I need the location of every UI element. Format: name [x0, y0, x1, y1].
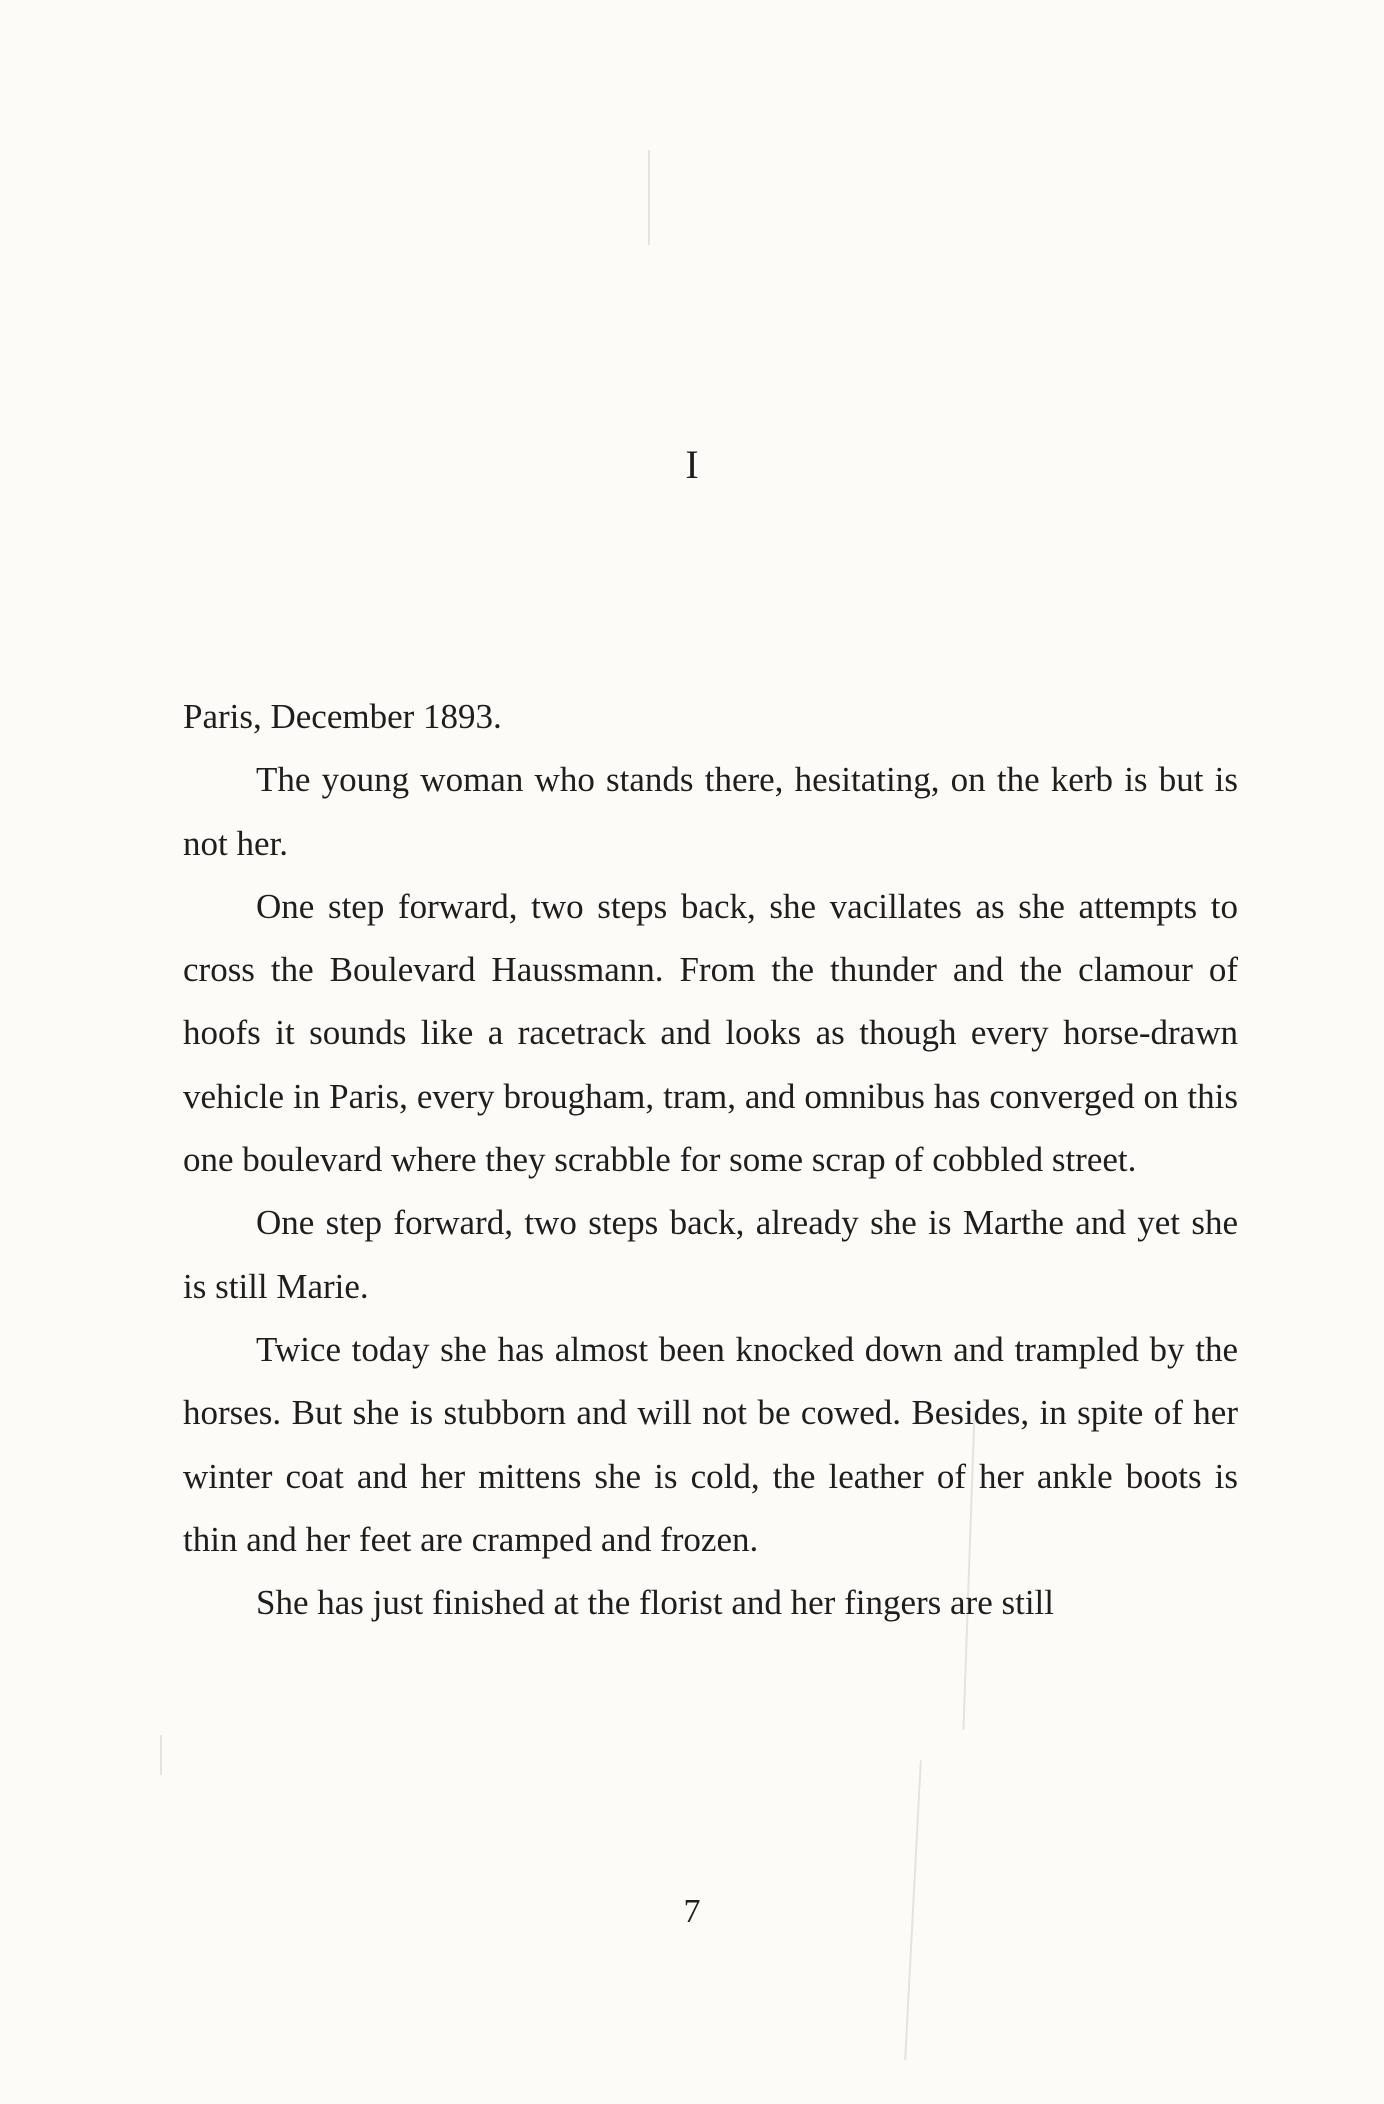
scan-streak [160, 1735, 162, 1775]
paragraph: Twice today she has almost been knocked down and trampled by the horses. But she is stubborn and will not be cowed. Besides, in spite of her winter coat and her mittens she is cold, the leather of her ankle boots is thin and her feet are cramped and frozen. [183, 1329, 1238, 1559]
paragraph: She has just finished at the florist and her fingers are still [256, 1583, 1055, 1623]
paragraph: One step forward, two steps back, she vacillates as she attempts to cross the Boulevard Haussmann. From the thunder and the clamour of hoofs it sounds like a racetrack and looks as though every horse-drawn vehicle in Paris, every brougham, tram, and omnibus has converged on this one boulevard where they scrabble for some scrap of cobbled street. [183, 886, 1238, 1180]
paragraph-dateline: Paris, December 1893. [183, 697, 502, 736]
page-number: 7 [683, 1893, 701, 1930]
paragraph: One step forward, two steps back, already she is Marthe and yet she is still Marie. [183, 1203, 1238, 1306]
chapter-number: I [685, 442, 699, 487]
chapter-body [183, 685, 1238, 1634]
scan-streak [648, 150, 650, 245]
paragraph: The young woman who stands there, hesitating, on the kerb is but is not her. [183, 760, 1238, 863]
